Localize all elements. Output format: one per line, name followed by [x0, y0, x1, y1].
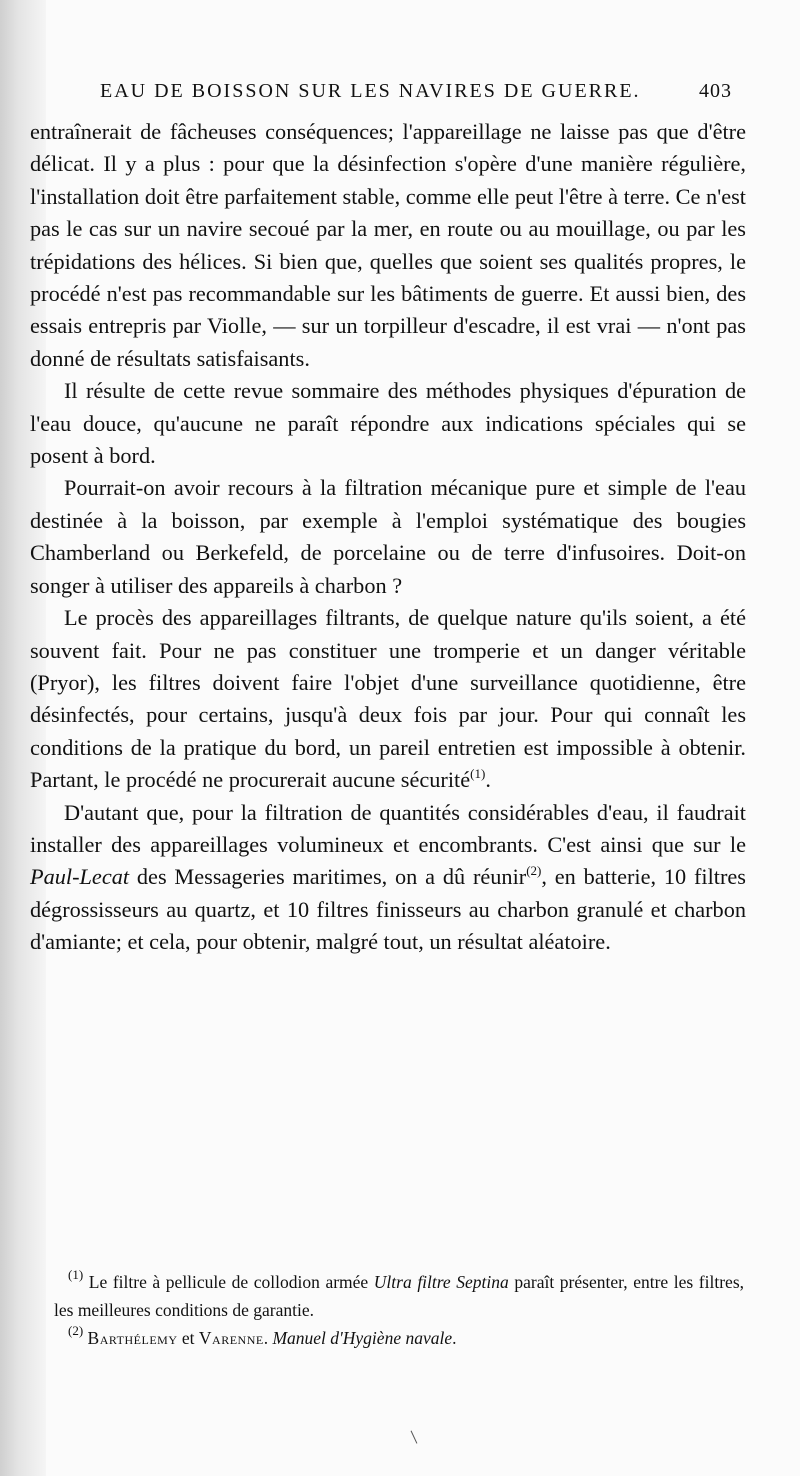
running-header: [100, 80, 740, 112]
footnote-ref[interactable]: (2): [526, 863, 542, 879]
author-name: Varenne: [198, 1328, 264, 1349]
footnote-ref[interactable]: (1): [470, 766, 486, 782]
running-title: EAU DE BOISSON SUR LES NAVIRES DE GUERRE.: [100, 80, 641, 102]
footnotes: [54, 1268, 744, 1353]
paragraph: Il résulte de cette revue sommaire des méthodes physiques d'épuration de l'eau douce, qu'aucune ne paraît répondre aux indications spéciales qui se posent à bord.: [30, 378, 746, 469]
paragraph: Le procès des appareillages filtrants, de quelque nature qu'ils soient, a été souvent fait. Pour ne pas constituer une tromperie et un danger véritable (Pryor), les filtres doivent faire l'objet d'une surveillance quotidienne, être désinfectés, pour certains, jusqu'à deux fois par jour. Pour qui connaît les conditions de la pratique du bord, un pareil entretien est impossible à obtenir. Partant, le procédé ne procurerait aucune sécurité$^{(1)}$.: [30, 605, 746, 793]
footnote-marker: (2): [68, 1323, 84, 1339]
print-mark: [411, 1426, 427, 1443]
footnote: $^{(2)}$ Barthélemy et Varenne. Manuel d'Hygiène navale.: [68, 1323, 457, 1349]
footnote: $^{(1)}$ Le filtre à pellicule de collodion armée Ultra filtre Septina paraît présenter, entre les filtres, les meilleures conditions de garantie.: [54, 1267, 745, 1321]
paragraph: entraînerait de fâcheuses conséquences; l'appareillage ne laisse pas que d'être délicat. Il y a plus : pour que la désinfection s'opère d'une manière régulière, l'installation doit être parfaitement stable, comme elle peut l'être à terre. Ce n'est pas le cas sur un navire secoué par la mer, en route ou au mouillage, ou par les trépidations des hélices. Si bien que, quelles que soient ses qualités propres, le procédé n'est pas recommandable sur les bâtiments de guerre. Et aussi bien, des essais entrepris par Violle, — sur un torpilleur d'escadre, il est vrai — n'ont pas donné de résultats satisfaisants.: [30, 119, 746, 371]
paragraph: D'autant que, pour la filtration de quantités considérables d'eau, il faudrait installer des appareillages volumineux et encombrants. C'est ainsi que sur le Paul-Lecat des Messageries maritimes, on a dû réunir$^{(2)}$, en batterie, 10 filtres dégrossisseurs au quartz, et 10 filtres finisseurs au charbon granulé et charbon d'amiante; et cela, pour obtenir, malgré tout, un résultat aléatoire.: [30, 799, 746, 955]
footnote-marker: (1): [68, 1267, 84, 1282]
book-title: Manuel d'Hygiène navale: [272, 1328, 453, 1349]
ship-name: Paul-Lecat: [30, 864, 130, 890]
author-name: Barthélemy: [87, 1328, 178, 1349]
paragraph: Pourrait-on avoir recours à la filtration mécanique pure et simple de l'eau destinée à la boisson, par exemple à l'emploi systématique des bougies Chamberland ou Berkefeld, de porcelaine ou de terre d'infusoires. Doit-on songer à utiliser des appareils à charbon ?: [30, 475, 746, 598]
page-number: 403: [699, 80, 732, 102]
body-text: [30, 116, 746, 959]
